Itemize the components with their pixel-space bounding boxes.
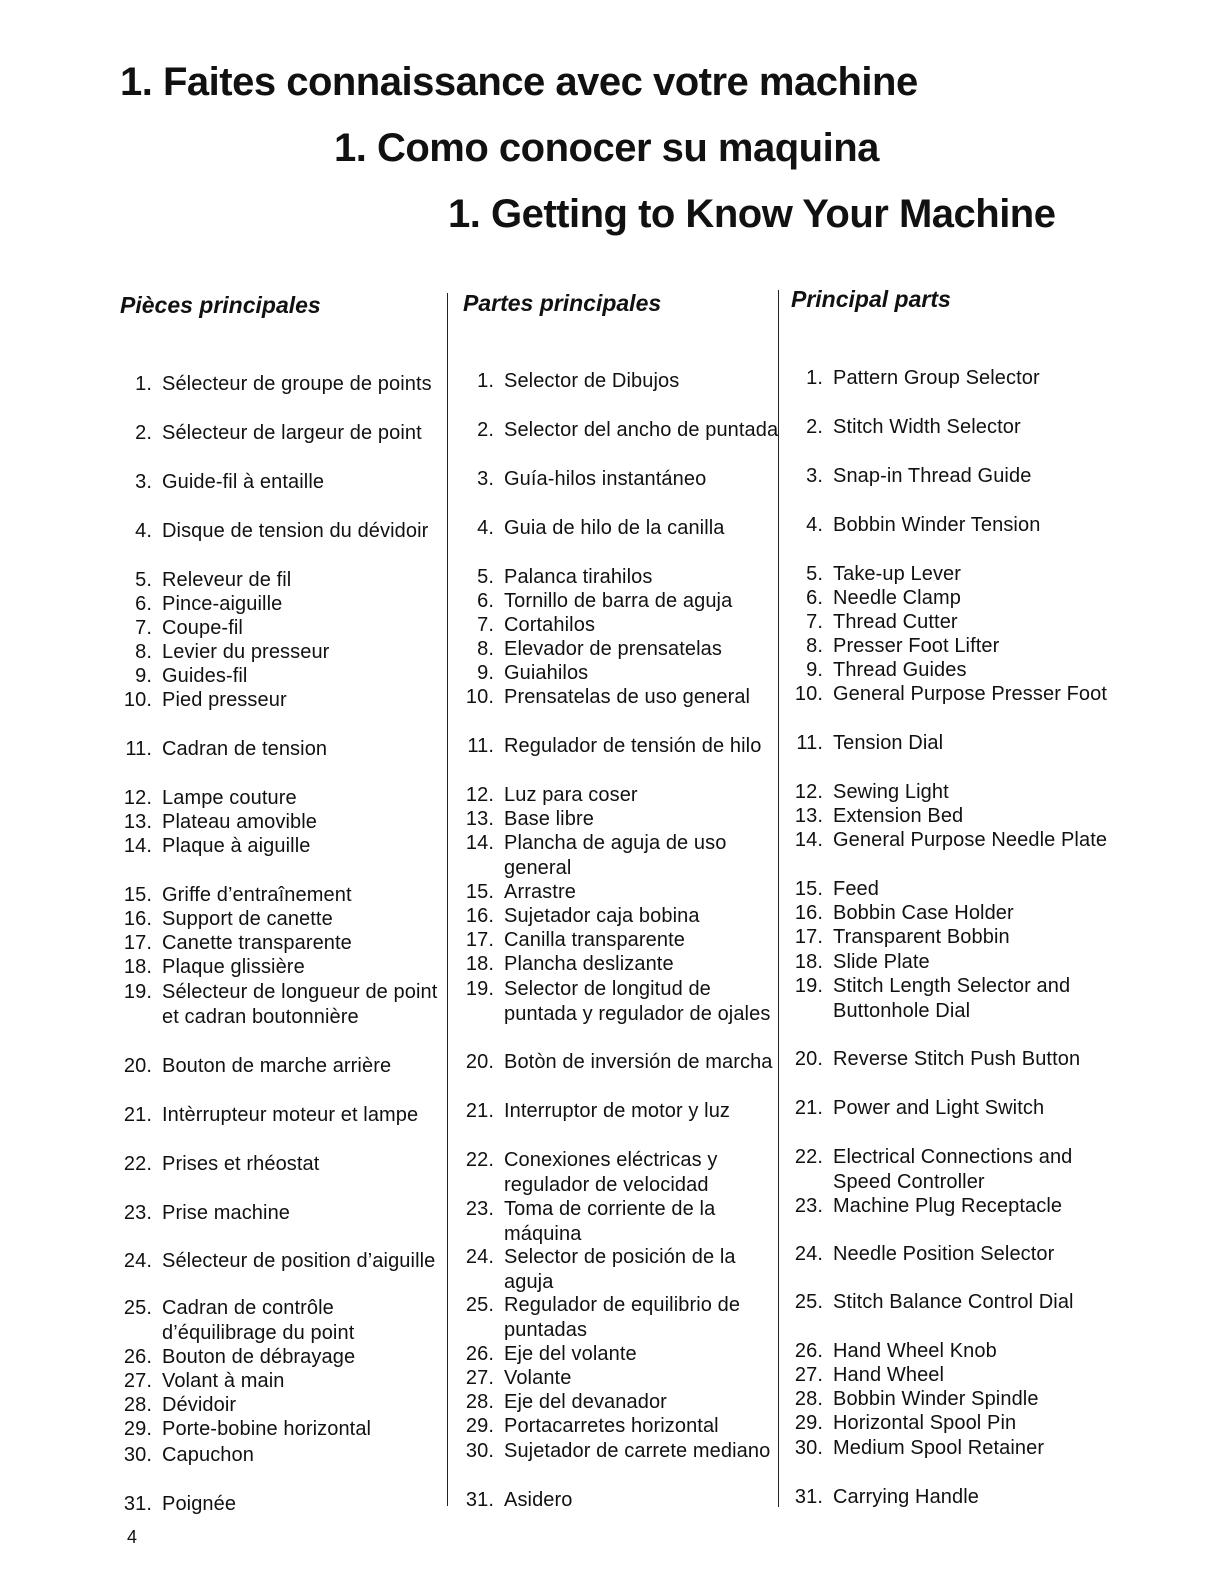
item-number: 7. <box>806 611 823 633</box>
item-number: 20. <box>794 1048 823 1070</box>
item-number: 8. <box>806 635 823 657</box>
item-number: 3. <box>806 465 823 487</box>
item-number: 29. <box>123 1418 152 1440</box>
item-label: Conexiones eléctricas y regulador de velocidad <box>504 1149 718 1196</box>
title-spanish: 1. Como conocer su maquina <box>334 126 879 170</box>
item-number: 29. <box>794 1412 823 1434</box>
item-number: 4. <box>135 520 152 542</box>
item-number: 5. <box>135 569 152 591</box>
item-number: 10. <box>123 689 152 711</box>
item-label: Guia de hilo de la canilla <box>504 517 725 539</box>
item-label: Prises et rhéostat <box>162 1153 320 1175</box>
item-label: Pattern Group Selector <box>833 367 1040 389</box>
item-number: 16. <box>465 905 494 927</box>
item-label: Volant à main <box>162 1370 285 1392</box>
item-number: 14. <box>123 835 152 857</box>
item-label: Sélecteur de largeur de point <box>162 422 422 444</box>
item-label: Tension Dial <box>833 732 944 754</box>
item-number: 12. <box>794 781 823 803</box>
item-number: 1. <box>135 373 152 395</box>
item-number: 15. <box>465 881 494 903</box>
item-number: 18. <box>794 951 823 973</box>
item-number: 12. <box>123 787 152 809</box>
item-label: Reverse Stitch Push Button <box>833 1048 1081 1070</box>
item-number: 23. <box>794 1195 823 1217</box>
item-label: Palanca tirahilos <box>504 566 653 588</box>
item-label: Prise machine <box>162 1202 291 1224</box>
item-label: Canilla transparente <box>504 929 685 951</box>
item-label: Pince-aiguille <box>162 593 283 615</box>
item-label: Bouton de marche arrière <box>162 1055 392 1077</box>
item-number: 15. <box>794 878 823 900</box>
item-label: General Purpose Presser Foot <box>833 683 1108 705</box>
page-number: 4 <box>127 1527 138 1547</box>
item-number: 26. <box>794 1340 823 1362</box>
item-label: Poignée <box>162 1493 237 1515</box>
item-label: Guiahilos <box>504 662 589 684</box>
item-label: Elevador de prensatelas <box>504 638 722 660</box>
item-number: 25. <box>465 1294 494 1316</box>
item-number: 2. <box>135 422 152 444</box>
item-label: Volante <box>504 1367 572 1389</box>
item-number: 13. <box>794 805 823 827</box>
item-label: Feed <box>833 878 879 900</box>
item-number: 3. <box>135 471 152 493</box>
item-number: 6. <box>477 590 494 612</box>
item-label: Slide Plate <box>833 951 930 973</box>
item-number: 26. <box>123 1346 152 1368</box>
heading-spanish: Partes principales <box>463 290 662 316</box>
item-label: Eje del devanador <box>504 1391 667 1413</box>
item-label: Hand Wheel <box>833 1364 945 1386</box>
item-label: Machine Plug Receptacle <box>833 1195 1063 1217</box>
item-label: Guides-fil <box>162 665 248 687</box>
item-number: 12. <box>465 784 494 806</box>
item-number: 31. <box>465 1489 494 1511</box>
item-number: 8. <box>477 638 494 660</box>
item-number: 29. <box>465 1415 494 1437</box>
item-number: 31. <box>794 1486 823 1508</box>
item-number: 22. <box>794 1146 823 1168</box>
item-label: Regulador de equilibrio de puntadas <box>504 1294 741 1341</box>
item-number: 10. <box>794 683 823 705</box>
item-number: 5. <box>806 563 823 585</box>
item-label: Sélecteur de groupe de points <box>162 373 432 395</box>
item-number: 1. <box>477 370 494 392</box>
item-number: 7. <box>135 617 152 639</box>
item-number: 5. <box>477 566 494 588</box>
item-label: Interruptor de motor y luz <box>504 1100 731 1122</box>
item-number: 28. <box>465 1391 494 1413</box>
item-number: 16. <box>794 902 823 924</box>
item-label: Arrastre <box>504 881 576 903</box>
item-number: 9. <box>477 662 494 684</box>
item-label: Plancha de aguja de uso general <box>504 832 727 879</box>
item-label: Medium Spool Retainer <box>833 1437 1045 1459</box>
item-label: Cadran de contrôle d’équilibrage du point <box>162 1297 355 1344</box>
item-number: 28. <box>794 1388 823 1410</box>
item-label: Bobbin Winder Spindle <box>833 1388 1039 1410</box>
item-label: Sélecteur de longueur de point et cadran boutonnière <box>162 981 438 1028</box>
item-label: Take-up Lever <box>833 563 962 585</box>
heading-french: Pièces principales <box>120 292 321 318</box>
item-number: 14. <box>465 832 494 854</box>
item-label: Stitch Width Selector <box>833 416 1021 438</box>
item-label: Regulador de tensión de hilo <box>504 735 762 757</box>
item-number: 21. <box>123 1104 152 1126</box>
item-number: 25. <box>794 1291 823 1313</box>
item-number: 11. <box>125 738 152 760</box>
item-number: 15. <box>123 884 152 906</box>
item-number: 24. <box>794 1243 823 1265</box>
item-label: Porte-bobine horizontal <box>162 1418 372 1440</box>
item-number: 7. <box>477 614 494 636</box>
item-label: Guía-hilos instantáneo <box>504 468 707 490</box>
item-label: Selector de posición de la aguja <box>504 1246 736 1293</box>
column-divider <box>447 293 448 1506</box>
item-number: 11. <box>796 732 823 754</box>
item-number: 20. <box>465 1051 494 1073</box>
item-label: Guide-fil à entaille <box>162 471 325 493</box>
item-number: 2. <box>806 416 823 438</box>
item-label: Levier du presseur <box>162 641 330 663</box>
item-label: Selector de Dibujos <box>504 370 680 392</box>
item-number: 31. <box>123 1493 152 1515</box>
item-number: 30. <box>465 1440 494 1462</box>
item-label: Sujetador de carrete mediano <box>504 1440 771 1462</box>
item-label: Intèrrupteur moteur et lampe <box>162 1104 419 1126</box>
item-label: Plaque glissière <box>162 956 305 978</box>
item-label: Electrical Connections and Speed Controller <box>833 1146 1073 1193</box>
item-number: 23. <box>465 1198 494 1220</box>
item-number: 26. <box>465 1343 494 1365</box>
item-label: Canette transparente <box>162 932 352 954</box>
item-label: Releveur de fil <box>162 569 292 591</box>
item-number: 30. <box>123 1444 152 1466</box>
item-number: 27. <box>794 1364 823 1386</box>
item-number: 1. <box>806 367 823 389</box>
item-number: 4. <box>806 514 823 536</box>
item-label: Bouton de débrayage <box>162 1346 356 1368</box>
item-label: Sélecteur de position d’aiguille <box>162 1250 436 1272</box>
item-number: 24. <box>123 1250 152 1272</box>
item-number: 21. <box>465 1100 494 1122</box>
item-label: Needle Position Selector <box>833 1243 1055 1265</box>
item-label: Needle Clamp <box>833 587 961 609</box>
item-number: 25. <box>123 1297 152 1319</box>
item-label: General Purpose Needle Plate <box>833 829 1108 851</box>
item-number: 22. <box>123 1153 152 1175</box>
title-french: 1. Faites connaissance avec votre machine <box>120 60 918 104</box>
item-label: Carrying Handle <box>833 1486 980 1508</box>
item-number: 18. <box>123 956 152 978</box>
item-label: Disque de tension du dévidoir <box>162 520 429 542</box>
item-label: Selector de longitud de puntada y regulador de ojales <box>504 978 771 1025</box>
item-number: 9. <box>806 659 823 681</box>
item-number: 17. <box>465 929 494 951</box>
item-number: 27. <box>123 1370 152 1392</box>
item-label: Stitch Balance Control Dial <box>833 1291 1074 1313</box>
item-number: 2. <box>477 419 494 441</box>
item-label: Cadran de tension <box>162 738 328 760</box>
item-number: 10. <box>465 686 494 708</box>
item-label: Sewing Light <box>833 781 949 803</box>
item-label: Support de canette <box>162 908 333 930</box>
item-number: 18. <box>465 953 494 975</box>
item-label: Plateau amovible <box>162 811 318 833</box>
item-number: 30. <box>794 1437 823 1459</box>
item-label: Asidero <box>504 1489 573 1511</box>
item-number: 14. <box>794 829 823 851</box>
item-label: Extension Bed <box>833 805 964 827</box>
item-number: 17. <box>794 926 823 948</box>
item-label: Cortahilos <box>504 614 596 636</box>
item-label: Base libre <box>504 808 594 830</box>
item-number: 9. <box>135 665 152 687</box>
item-label: Prensatelas de uso general <box>504 686 751 708</box>
item-label: Coupe-fil <box>162 617 243 639</box>
item-number: 13. <box>465 808 494 830</box>
item-number: 19. <box>465 978 494 1000</box>
item-label: Power and Light Switch <box>833 1097 1045 1119</box>
item-label: Plaque à aiguille <box>162 835 311 857</box>
item-number: 6. <box>135 593 152 615</box>
item-number: 3. <box>477 468 494 490</box>
item-label: Capuchon <box>162 1444 254 1466</box>
item-label: Griffe d’entraînement <box>162 884 352 906</box>
item-number: 20. <box>123 1055 152 1077</box>
item-number: 11. <box>467 735 494 757</box>
item-label: Pied presseur <box>162 689 287 711</box>
heading-english: Principal parts <box>791 286 951 312</box>
item-label: Portacarretes horizontal <box>504 1415 719 1437</box>
item-number: 6. <box>806 587 823 609</box>
item-number: 16. <box>123 908 152 930</box>
item-label: Bobbin Winder Tension <box>833 514 1041 536</box>
item-number: 17. <box>123 932 152 954</box>
item-label: Eje del volante <box>504 1343 637 1365</box>
item-number: 13. <box>123 811 152 833</box>
item-label: Thread Cutter <box>833 611 958 633</box>
item-label: Presser Foot Lifter <box>833 635 1000 657</box>
item-label: Tornillo de barra de aguja <box>504 590 733 612</box>
item-label: Botòn de inversión de marcha <box>504 1051 773 1073</box>
title-english: 1. Getting to Know Your Machine <box>448 192 1056 236</box>
item-number: 23. <box>123 1202 152 1224</box>
item-number: 22. <box>465 1149 494 1171</box>
item-label: Plancha deslizante <box>504 953 674 975</box>
item-label: Sujetador caja bobina <box>504 905 700 927</box>
item-number: 19. <box>794 975 823 997</box>
item-label: Luz para coser <box>504 784 638 806</box>
item-label: Snap-in Thread Guide <box>833 465 1032 487</box>
item-number: 8. <box>135 641 152 663</box>
item-number: 27. <box>465 1367 494 1389</box>
item-number: 28. <box>123 1394 152 1416</box>
item-label: Transparent Bobbin <box>833 926 1010 948</box>
item-label: Dévidoir <box>162 1394 237 1416</box>
item-number: 19. <box>123 981 152 1003</box>
item-label: Toma de corriente de la máquina <box>504 1198 716 1245</box>
item-label: Selector del ancho de puntada <box>504 419 779 441</box>
item-number: 24. <box>465 1246 494 1268</box>
item-number: 4. <box>477 517 494 539</box>
item-label: Bobbin Case Holder <box>833 902 1014 924</box>
item-label: Stitch Length Selector and Buttonhole Dial <box>833 975 1071 1022</box>
item-label: Hand Wheel Knob <box>833 1340 997 1362</box>
item-label: Thread Guides <box>833 659 967 681</box>
item-number: 21. <box>794 1097 823 1119</box>
item-label: Lampe couture <box>162 787 297 809</box>
item-label: Horizontal Spool Pin <box>833 1412 1017 1434</box>
